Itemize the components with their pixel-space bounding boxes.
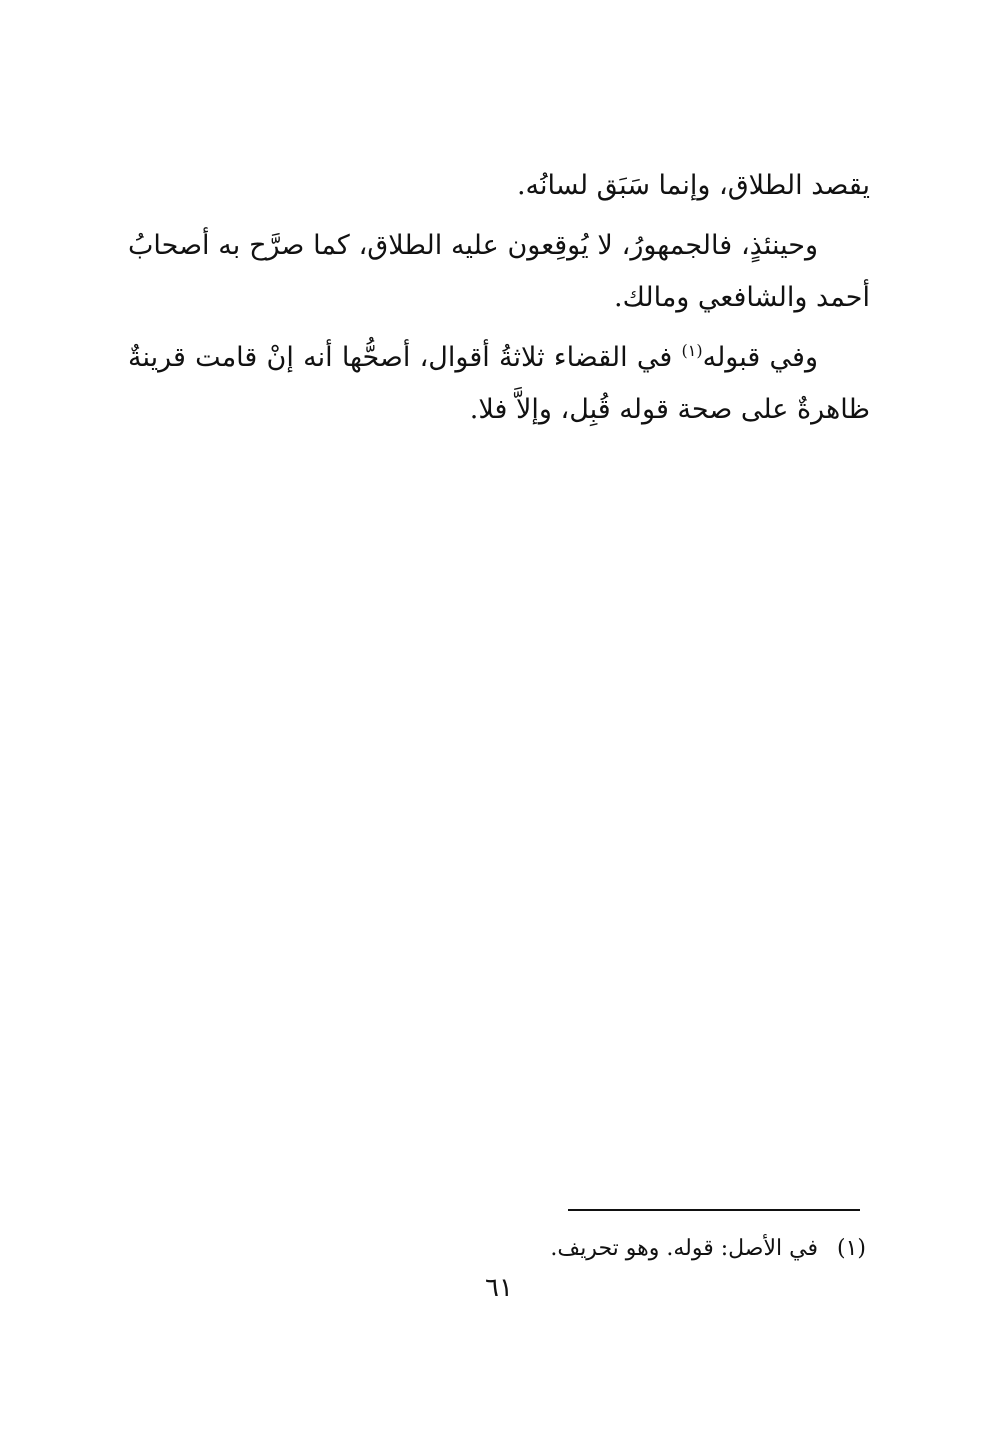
- paragraph-3: [128, 332, 870, 436]
- footnote-separator: [568, 1209, 860, 1211]
- main-text: [128, 160, 870, 444]
- paragraph-1: [128, 160, 870, 212]
- footnote-text: في الأصل: قوله. وهو تحريف.: [550, 1236, 818, 1261]
- footnote: [266, 1232, 866, 1266]
- paragraph-2: [128, 220, 870, 324]
- footnote-reference-marker: (١): [681, 341, 703, 360]
- paragraph-2-text: وحينئذٍ، فالجمهورُ، لا يُوقِعون عليه الطلاق، كما صرَّح به أصحابُ أحمد والشافعي ومالك.: [128, 230, 870, 313]
- paragraph-1-text: يقصد الطلاق، وإنما سَبَق لسانُه.: [516, 170, 870, 201]
- footnote-marker: (١): [836, 1236, 866, 1261]
- paragraph-3-before-marker: وفي قبوله: [702, 342, 818, 373]
- page-number: ٦١: [485, 1273, 513, 1303]
- paragraph-3-after-marker: في القضاء ثلاثةُ أقوال، أصحُّها أنه إنْ قامت قرينةٌ ظاهرةٌ على صحة قوله قُبِل، وإلاَّ فلا.: [128, 342, 870, 425]
